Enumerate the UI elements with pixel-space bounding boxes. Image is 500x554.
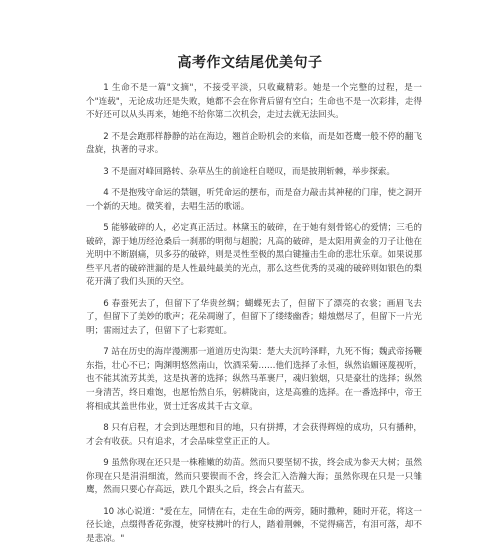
paragraph-6: 6 春蚕死去了，但留下了华贵丝绸；蝴蝶死去了，但留下了漂亮的衣裳；画眉飞去了，但留下了美妙的歌声；花朵凋谢了，但留下了缕缕幽香；蜡烛燃尽了，但留下一片光明；雷雨过去了，但留下了七彩霓虹。	[86, 298, 422, 336]
paragraph-8: 8 只有启程，才会到达理想和目的地，只有拼搏，才会获得辉煌的成功，只有播种，才会有收获。只有追求，才会品味堂堂正正的人。	[86, 423, 422, 447]
paragraph-1: 1 生命不是一篇"文摘"，不接受平淡，只收藏精彩。她是一个完整的过程，是一个"连载"，无论成功还是失败，她都不会在你背后留有空白；生命也不是一次彩排，走得不好还可以从头再来，她绝不给你第二次机会，走过去就无法回头。	[86, 83, 422, 121]
paragraph-9: 9 虽然你现在还只是一株稚嫩的幼苗。然而只要坚韧不拔，终会成为参天大树；虽然你现在只是涓涓细流，然而只要锲而不舍，终会汇入浩瀚大海；虽然你现在只是一只雏鹰，然而只要心存高远，跌几个跟头之后，终会占有蓝天。	[86, 458, 422, 496]
paragraph-3: 3 不是面对峰回路转、杂草丛生的前途枉自嗟叹，而是披荆斩棘，举步探索。	[103, 166, 395, 177]
paragraph-4: 4 不是抱残守命运的禁锢，听凭命运的摆布，而是奋力敲击其神秘的门扉，使之洞开一个新的天地。微笑着，去唱生活的歌谣。	[86, 187, 422, 212]
paragraph-10: 10 冰心说道："爱在左，同情在右，走在生命的两旁，随时撒种，随时开花，将这一径长途，点缀得香花弥漫，使穿枝拂叶的行人，踏着荆棘，不觉得痛苦，有泪可落，却不是悲凉。"	[86, 506, 422, 544]
document-body	[86, 82, 422, 554]
paragraph-5: 5 能够破碎的人，必定真正活过。林黛玉的破碎，在于她有刻骨铭心的爱情；三毛的破碎，源于她历经沧桑后一刹那的明彻与超脱；凡高的破碎，是太阳用黄金的刀子让他在光明中不断剧痛，贝多芬的破碎，则是灵性至极的黑白键撞击生命的悲壮乐章。如果说那些平凡者的破碎泄漏的是人性最纯最美的光点，那么这些优秀的灵魂的破碎则如银色的梨花开满了我们头顶的天空。	[86, 222, 422, 288]
document-title: 高考作文结尾优美句子	[177, 55, 323, 71]
paragraph-7: 7 站在历史的海岸漫溯那一道道历史沟渠：楚大夫沉吟泽畔，九死不悔；魏武帝扬鞭东指，壮心不已；陶渊明悠然南山，饮酒采菊……他们选择了永恒，纵然谄媚诬蔑视听，也不能其流芳其美，这是执著的选择；纵然马革裹尸，魂归狼烟，只是豪壮的选择；纵然一身清苦，终日难饱，也愿怡然自乐，躬耕陇亩，这是高雅的选择。在一番选择中，帝王将相成其盖世伟业，贤士迁客成其千古文章。	[86, 347, 422, 412]
paragraph-2: 2 不是会跑那样静静的站在海边，翘首企盼机会的来临，而是如苍鹰一般不停的翻飞盘旋，执著的寻求。	[86, 131, 422, 156]
